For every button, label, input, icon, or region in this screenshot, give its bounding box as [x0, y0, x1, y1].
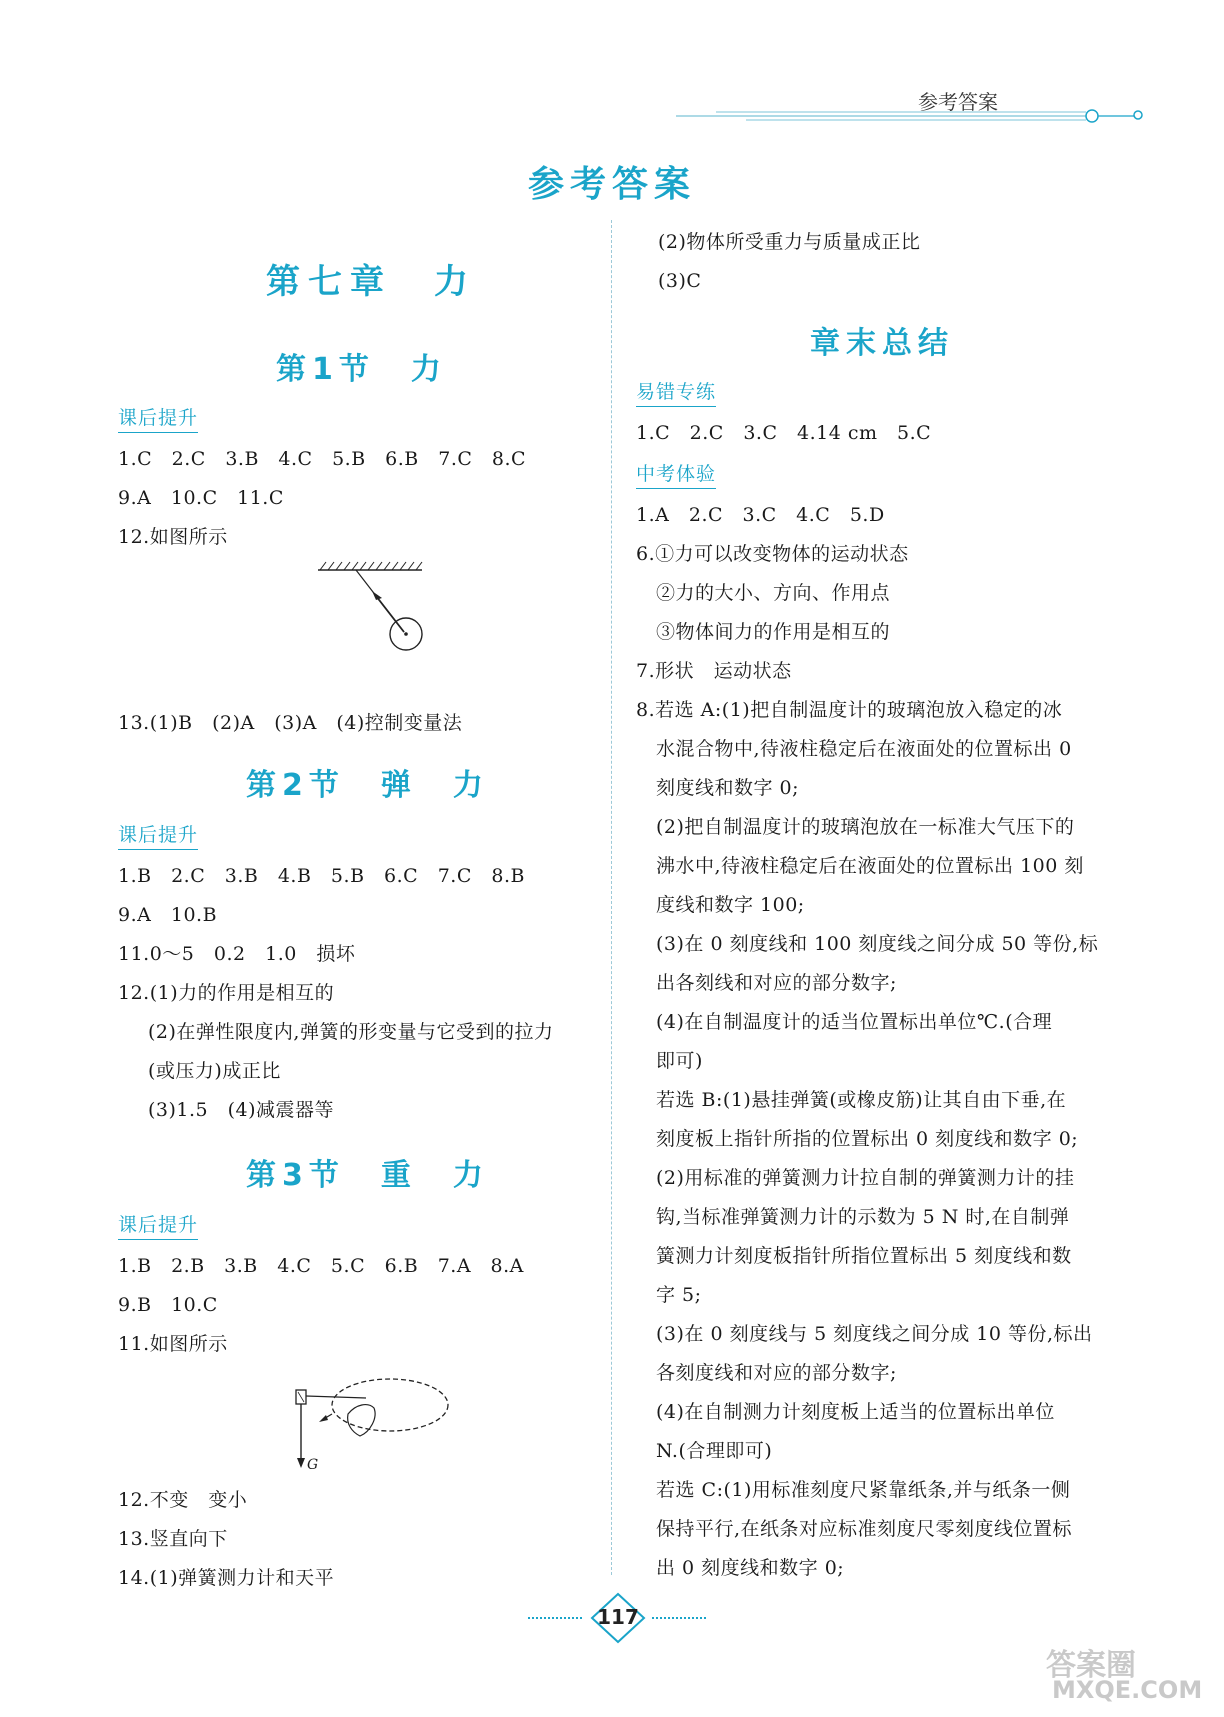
answer-line: 9.A 10.C 11.C	[118, 487, 284, 509]
answer-line: (2)在弹性限度内,弹簧的形变量与它受到的拉力	[148, 1021, 554, 1043]
answer-line: 8.若选 A:(1)把自制温度计的玻璃泡放入稳定的冰	[636, 699, 1063, 721]
answer-line: 字 5;	[656, 1284, 702, 1306]
gravity-label: G	[307, 1457, 319, 1473]
section-1-title: 第1节 力	[276, 352, 447, 387]
answer-line: 刻度线和数字 0;	[656, 777, 800, 799]
answer-line: 9.B 10.C	[118, 1294, 218, 1316]
answer-line: 即可)	[656, 1050, 703, 1072]
answer-line: 1.C 2.C 3.C 4.14 cm 5.C	[636, 422, 932, 444]
watermark-url: MXQE.COM	[1052, 1676, 1203, 1704]
section-1-label: 课后提升	[118, 406, 198, 433]
answer-line: N.(合理即可)	[656, 1440, 773, 1462]
answer-line: ③物体间力的作用是相互的	[656, 621, 891, 643]
answer-line: 12.不变 变小	[118, 1489, 248, 1511]
answer-line: (或压力)成正比	[148, 1060, 281, 1082]
answer-line: 13.(1)B (2)A (3)A (4)控制变量法	[118, 712, 463, 734]
section-3-title: 第3节 重 力	[246, 1158, 489, 1193]
answer-line: 保持平行,在纸条对应标准刻度尺零刻度线位置标	[656, 1518, 1073, 1540]
answer-line: 刻度板上指针所指的位置标出 0 刻度线和数字 0;	[656, 1128, 1079, 1150]
answer-line: 11.如图所示	[118, 1333, 228, 1355]
answer-line: 6.①力可以改变物体的运动状态	[636, 543, 909, 565]
exam-label: 中考体验	[636, 462, 716, 489]
answer-line: 水混合物中,待液柱稳定后在液面处的位置标出 0	[656, 738, 1072, 760]
answer-line: 出各刻线和对应的部分数字;	[656, 972, 897, 994]
answer-line: 簧测力计刻度板指针所指位置标出 5 刻度线和数	[656, 1245, 1072, 1267]
answer-line: 度线和数字 100;	[656, 894, 805, 916]
answer-line: 出 0 刻度线和数字 0;	[656, 1557, 845, 1579]
page-number: 117	[597, 1605, 639, 1629]
running-header: 参考答案	[918, 90, 998, 114]
watermark-logo: 答案圈	[1046, 1648, 1136, 1683]
errors-label: 易错专练	[636, 380, 716, 407]
answer-line: 7.形状 运动状态	[636, 660, 792, 682]
summary-title: 章末总结	[810, 326, 954, 361]
answer-line: ②力的大小、方向、作用点	[656, 582, 891, 604]
answer-line: (2)物体所受重力与质量成正比	[658, 231, 921, 253]
chapter-title: 第七章 力	[266, 262, 476, 302]
answer-line: 若选 B:(1)悬挂弹簧(或橡皮筋)让其自由下垂,在	[656, 1089, 1067, 1111]
section-3-label: 课后提升	[118, 1213, 198, 1240]
answer-line: (2)把自制温度计的玻璃泡放在一标准大气压下的	[656, 816, 1075, 838]
section-2-label: 课后提升	[118, 823, 198, 850]
answer-line: 13.竖直向下	[118, 1528, 228, 1550]
answer-line: 1.B 2.C 3.B 4.B 5.B 6.C 7.C 8.B	[118, 865, 525, 887]
answer-line: 若选 C:(1)用标准刻度尺紧靠纸条,并与纸条一侧	[656, 1479, 1071, 1501]
answer-line: 钩,当标准弹簧测力计的示数为 5 N 时,在自制弹	[656, 1206, 1070, 1228]
answer-line: 1.B 2.B 3.B 4.C 5.C 6.B 7.A 8.A	[118, 1255, 524, 1277]
answer-line: (4)在自制温度计的适当位置标出单位℃.(合理	[656, 1011, 1053, 1033]
answer-line: 11.0～5 0.2 1.0 损坏	[118, 943, 356, 965]
answer-line: 9.A 10.B	[118, 904, 218, 926]
answer-line: 14.(1)弹簧测力计和天平	[118, 1567, 335, 1589]
answer-line: (3)在 0 刻度线和 100 刻度线之间分成 50 等份,标	[656, 933, 1099, 955]
answer-line: 1.A 2.C 3.C 4.C 5.D	[636, 504, 885, 526]
answer-line: 12.如图所示	[118, 526, 228, 548]
section-2-title: 第2节 弹 力	[246, 768, 489, 803]
answer-line: (4)在自制测力计刻度板上适当的位置标出单位	[656, 1401, 1055, 1423]
pendulum-figure	[310, 560, 440, 660]
answer-line: (2)用标准的弹簧测力计拉自制的弹簧测力计的挂	[656, 1167, 1075, 1189]
header-decoration	[676, 104, 1146, 128]
column-divider	[611, 220, 612, 1575]
answer-line: 12.(1)力的作用是相互的	[118, 982, 335, 1004]
page-title: 参考答案	[527, 164, 696, 205]
answer-line: 各刻度线和对应的部分数字;	[656, 1362, 897, 1384]
answer-line: (3)在 0 刻度线与 5 刻度线之间分成 10 等份,标出	[656, 1323, 1093, 1345]
answer-line: 沸水中,待液柱稳定后在液面处的位置标出 100 刻	[656, 855, 1084, 877]
answer-line: 1.C 2.C 3.B 4.C 5.B 6.B 7.C 8.C	[118, 448, 527, 470]
answer-line: (3)1.5 (4)减震器等	[148, 1099, 335, 1121]
answer-line: (3)C	[658, 270, 702, 292]
